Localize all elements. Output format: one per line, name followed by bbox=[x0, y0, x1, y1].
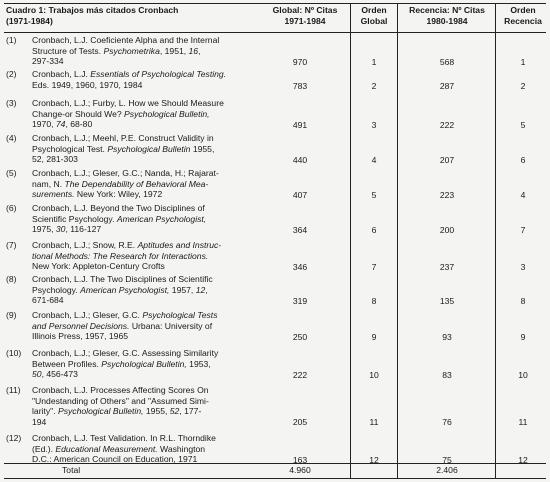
reference-line: Illinois Press, 1957, 1965 bbox=[32, 331, 129, 342]
cell-recencia: 135 bbox=[439, 296, 455, 306]
reference-line: Between Profiles. Psychological Bulletin, 1953, bbox=[32, 358, 211, 369]
row-index: (12) bbox=[6, 433, 22, 443]
cell-global: 205 bbox=[292, 417, 308, 427]
reference-line: Cronbach, L.J.; Snow, R.E. Aptitudes and Instruc- bbox=[32, 240, 222, 250]
reference-line: New York: Appleton-Century Crofts bbox=[32, 261, 165, 272]
header-orden-recencia-line1: Orden bbox=[510, 5, 536, 15]
header-orden-recencia bbox=[497, 5, 549, 26]
reference-line: Cronbach, L.J. Essentials of Psychological Testing. bbox=[32, 69, 227, 79]
cell-orden-recencia: 3 bbox=[520, 262, 526, 272]
top-rule bbox=[4, 3, 546, 4]
row-index: (11) bbox=[6, 385, 21, 395]
row-index: (7) bbox=[6, 240, 17, 250]
cell-recencia: 287 bbox=[439, 81, 455, 91]
cell-orden-recencia: 12 bbox=[518, 455, 528, 465]
reference-line: Change-or Should We? Psychological Bulletin, bbox=[32, 108, 210, 119]
cell-orden-global: 5 bbox=[371, 190, 377, 200]
cell-global: 783 bbox=[292, 81, 308, 91]
total-label: Total bbox=[62, 465, 81, 475]
reference-line: Cronbach, L.J. Beyond the Two Disciplines of bbox=[32, 203, 205, 213]
cell-orden-global: 6 bbox=[371, 225, 377, 235]
reference-line: and Personnel Decisions. Urbana: University of bbox=[32, 320, 213, 331]
row-index: (5) bbox=[6, 168, 17, 178]
cell-orden-recencia: 8 bbox=[520, 296, 526, 306]
reference-line: Eds. 1949, 1960, 1970, 1984 bbox=[32, 79, 143, 90]
cell-orden-global: 10 bbox=[369, 370, 379, 380]
cell-recencia: 93 bbox=[442, 332, 452, 342]
cell-global: 491 bbox=[292, 120, 308, 130]
reference-line: 52, 281-303 bbox=[32, 154, 78, 165]
reference-line: Structure of Tests. Psychometrika, 1951, 16, bbox=[32, 45, 201, 56]
reference-line: 194 bbox=[32, 416, 47, 427]
cell-global: 346 bbox=[292, 262, 308, 272]
cell-recencia: 568 bbox=[439, 57, 455, 67]
row-index: (3) bbox=[6, 98, 17, 108]
reference-line: larity". Psychological Bulletin, 1955, 52, 177- bbox=[32, 406, 202, 417]
cell-orden-recencia: 5 bbox=[520, 120, 526, 130]
reference-line: tional Methods: The Research for Interactions. bbox=[32, 250, 209, 261]
header-recencia-line1: Recencia: Nº Citas bbox=[409, 5, 485, 15]
header-orden-recencia-line2: Recencia bbox=[504, 15, 542, 26]
header-orden-global bbox=[352, 5, 396, 26]
cell-orden-recencia: 10 bbox=[518, 370, 528, 380]
row-index: (8) bbox=[6, 274, 17, 284]
reference-line: D.C.: American Council on Education, 1971 bbox=[32, 454, 198, 465]
header-recencia bbox=[400, 5, 494, 26]
reference-line: Cronbach, L.J. Test Validation. In R.L. Thorndike bbox=[32, 433, 216, 443]
cell-orden-recencia: 11 bbox=[518, 417, 528, 427]
cell-recencia: 200 bbox=[439, 225, 455, 235]
cell-global: 407 bbox=[292, 190, 308, 200]
cell-recencia: 75 bbox=[442, 455, 452, 465]
cell-orden-global: 8 bbox=[371, 296, 377, 306]
header-global-line1: Global: Nº Citas bbox=[272, 5, 338, 15]
reference-line: Scientific Psychology. American Psychologist, bbox=[32, 213, 207, 224]
total-global: 4.960 bbox=[289, 465, 311, 475]
cell-orden-global: 1 bbox=[371, 57, 377, 67]
reference-line: Psychology. American Psychologist, 1957, 12, bbox=[32, 284, 208, 295]
total-recencia: 2.406 bbox=[436, 465, 458, 475]
cell-orden-global: 12 bbox=[369, 455, 379, 465]
cell-orden-recencia: 9 bbox=[520, 332, 526, 342]
reference-line: 1970, 74, 68-80 bbox=[32, 119, 93, 130]
header-orden-global-line1: Orden bbox=[361, 5, 387, 15]
column-divider-orden-global bbox=[397, 3, 398, 478]
reference-line: Cronbach, L.J.; Gleser, G.C. Psychological Tests bbox=[32, 310, 218, 320]
cell-orden-recencia: 4 bbox=[520, 190, 526, 200]
reference-line: nam, N. The Dependability of Behavioral Mea- bbox=[32, 178, 209, 189]
reference-line: Cronbach, L.J. Processes Affecting Scores On bbox=[32, 385, 209, 395]
bottom-rule bbox=[4, 478, 546, 479]
reference-line: Cronbach, L.J. Coeficiente Alpha and the Internal bbox=[32, 35, 220, 45]
cell-global: 440 bbox=[292, 155, 308, 165]
row-index: (2) bbox=[6, 69, 17, 79]
row-index: (6) bbox=[6, 203, 17, 213]
reference-line: 1975, 30, 116-127 bbox=[32, 224, 102, 235]
reference-line: surements. New York: Wiley, 1972 bbox=[32, 189, 163, 200]
cell-orden-global: 3 bbox=[371, 120, 377, 130]
row-index: (9) bbox=[6, 310, 17, 320]
reference-line: Cronbach, L.J.; Gleser, G.C.; Nanda, H.; Rajarat- bbox=[32, 168, 219, 178]
cell-orden-recencia: 2 bbox=[520, 81, 526, 91]
table-caption-line1: Cuadro 1: Trabajos más citados Cronbach bbox=[6, 5, 179, 15]
cell-global: 250 bbox=[292, 332, 308, 342]
reference-line: 671-684 bbox=[32, 295, 64, 306]
reference-line: "Undestanding of Others" and "Assumed Simi- bbox=[32, 395, 209, 406]
reference-line: (Ed.). Educational Measurement. Washington bbox=[32, 443, 206, 454]
cell-recencia: 237 bbox=[439, 262, 455, 272]
cell-orden-recencia: 6 bbox=[520, 155, 526, 165]
cell-recencia: 207 bbox=[439, 155, 455, 165]
cell-recencia: 76 bbox=[442, 417, 452, 427]
cell-global: 222 bbox=[292, 370, 308, 380]
cell-recencia: 223 bbox=[439, 190, 455, 200]
row-index: (1) bbox=[6, 35, 17, 45]
reference-line: Psychological Test. Psychological Bulletin 1955, bbox=[32, 143, 215, 154]
cell-global: 364 bbox=[292, 225, 308, 235]
header-rule bbox=[4, 32, 546, 33]
reference-line: Cronbach, L.J.; Gleser, G.C. Assessing Similarity bbox=[32, 348, 219, 358]
column-divider-ref bbox=[350, 3, 351, 478]
row-index: (4) bbox=[6, 133, 17, 143]
cell-orden-global: 11 bbox=[369, 417, 379, 427]
row-index: (10) bbox=[6, 348, 22, 358]
cell-orden-global: 2 bbox=[371, 81, 377, 91]
cell-orden-global: 9 bbox=[371, 332, 377, 342]
reference-line: 297-334 bbox=[32, 56, 64, 67]
cell-recencia: 222 bbox=[439, 120, 455, 130]
cell-orden-recencia: 1 bbox=[520, 57, 526, 67]
header-global-line2: 1971-1984 bbox=[284, 15, 326, 26]
reference-line: Cronbach, L.J. The Two Disciplines of Scientific bbox=[32, 274, 213, 284]
cell-orden-global: 4 bbox=[371, 155, 377, 165]
reference-line: 50, 456-473 bbox=[32, 369, 78, 380]
header-global bbox=[262, 5, 348, 26]
table-caption-line2: (1971-1984) bbox=[6, 15, 53, 26]
header-recencia-line2: 1980-1984 bbox=[426, 15, 468, 26]
reference-line: Cronbach, L.J.; Meehl, P.E. Construct Validity in bbox=[32, 133, 214, 143]
cell-orden-recencia: 7 bbox=[520, 225, 526, 235]
column-divider-recencia bbox=[495, 3, 496, 478]
header-orden-global-line2: Global bbox=[360, 15, 388, 26]
cell-global: 319 bbox=[292, 296, 308, 306]
cell-global: 163 bbox=[292, 455, 308, 465]
cell-recencia: 83 bbox=[442, 370, 452, 380]
reference-line: Cronbach, L.J.; Furby, L. How we Should Measure bbox=[32, 98, 224, 108]
cell-orden-global: 7 bbox=[371, 262, 377, 272]
cell-global: 970 bbox=[292, 57, 308, 67]
